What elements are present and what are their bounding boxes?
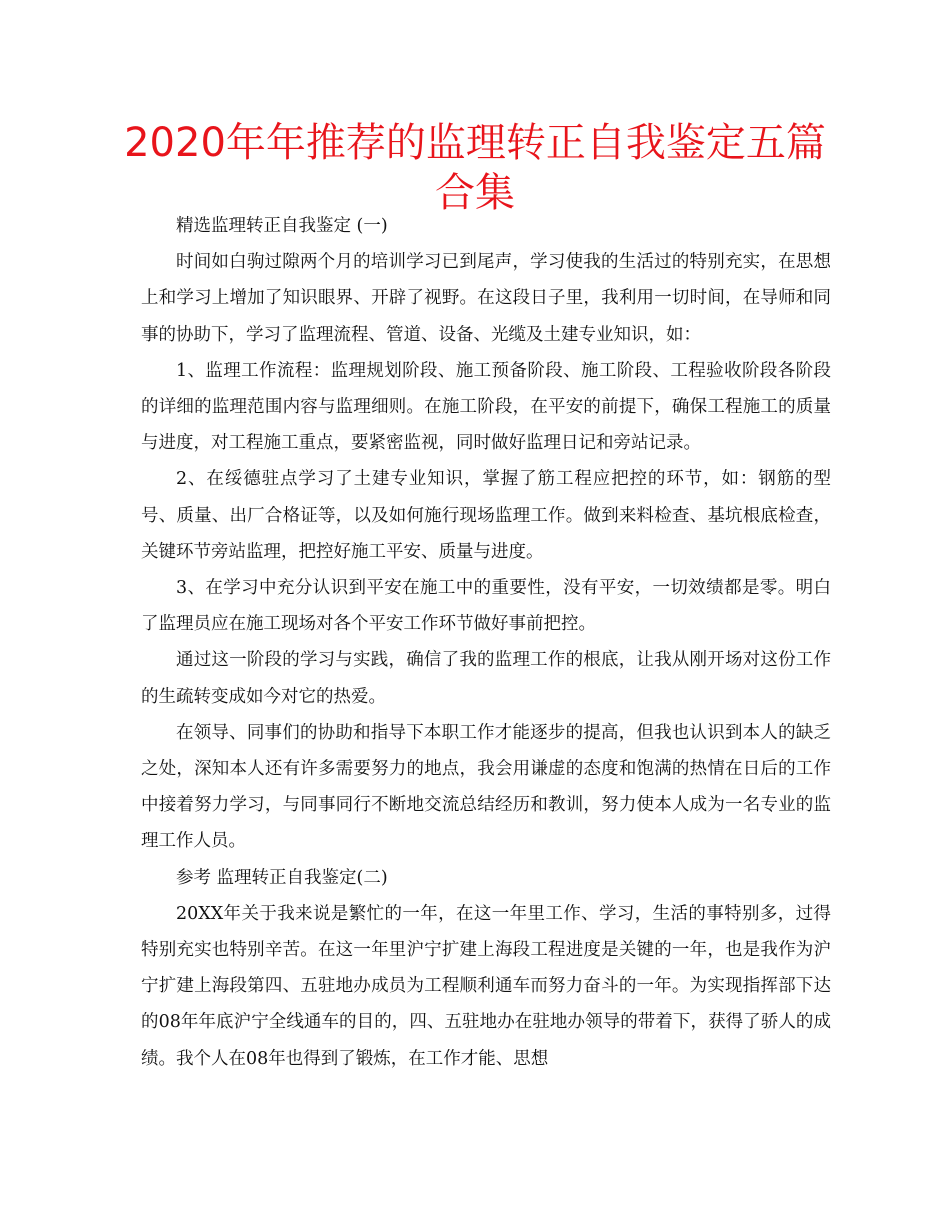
paragraph: 时间如白驹过隙两个月的培训学习已到尾声，学习使我的生活过的特别充实，在思想上和学习上增加了知识眼界、开辟了视野。在这段日子里，我利用一切时间，在导师和同事的协助下，学习了监理流程、管道、设备、光缆及土建专业知识，如： <box>141 252 831 345</box>
paragraph: 1、监理工作流程：监理规划阶段、施工预备阶段、施工阶段、工程验收阶段各阶段的详细的监理范围内容与监理细则。在施工阶段，在平安的前提下，确保工程施工的质量与进度，对工程施工重点，要紧密监视，同时做好监理日记和旁站记录。 <box>141 360 831 454</box>
section-heading: 精选监理转正自我鉴定 (一) <box>176 216 388 236</box>
paragraph: 2、在绥德驻点学习了土建专业知识，掌握了筋工程应把控的环节，如：钢筋的型号、质量、出厂合格证等，以及如何施行现场监理工作。做到来料检查、基坑根底检查，关键环节旁站监理，把控好施工平安、质量与进度。 <box>141 469 831 562</box>
paragraph: 3、在学习中充分认识到平安在施工中的重要性，没有平安，一切效绩都是零。明白了监理员应在施工现场对各个平安工作环节做好事前把控。 <box>141 578 831 635</box>
paragraph: 20XX年关于我来说是繁忙的一年，在这一年里工作、学习，生活的事特别多，过得特别充实也特别辛苦。在这一年里沪宁扩建上海段工程进度是关键的一年，也是我作为沪宁扩建上海段第四、五驻地办成员为工程顺利通车而努力奋斗的一年。为实现指挥部下达的08年年底沪宁全线通车的目的，四、五驻地办在驻地办领导的带着下，获得了骄人的成绩。我个人在08年也得到了锻炼，在工作才能、思想 <box>141 903 831 1069</box>
document-body <box>141 208 831 1077</box>
document-title: 2020年年推荐的监理转正自我鉴定五篇合集 <box>124 120 826 216</box>
section-heading: 参考 监理转正自我鉴定(二) <box>176 867 388 888</box>
paragraph: 在领导、同事们的协助和指导下本职工作才能逐步的提高，但我也认识到本人的缺乏之处，深知本人还有许多需要努力的地点，我会用谦虚的态度和饱满的热情在日后的工作中接着努力学习，与同事同行不断地交流总结经历和教训，努力使本人成为一名专业的监理工作人员。 <box>141 722 831 852</box>
paragraph: 通过这一阶段的学习与实践，确信了我的监理工作的根底，让我从刚开场对这份工作的生疏转变成如今对它的热爱。 <box>141 650 831 707</box>
